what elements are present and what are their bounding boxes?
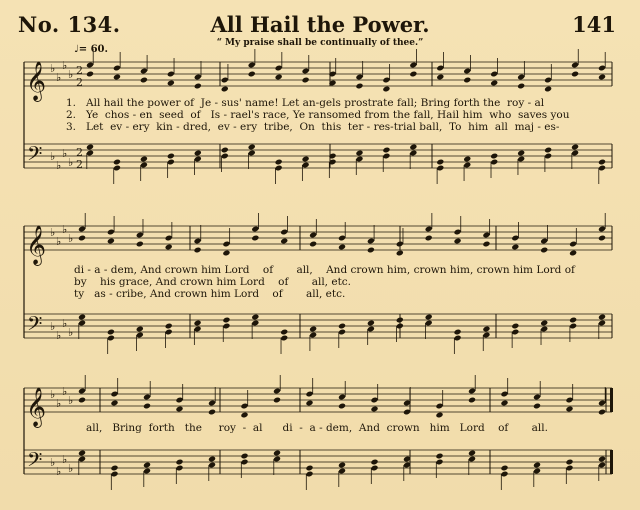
note-head	[208, 456, 216, 463]
note-head	[338, 244, 346, 251]
key-flat: ♭	[62, 453, 68, 466]
note-head	[221, 86, 229, 93]
key-flat: ♭	[68, 462, 74, 475]
treble-clef: 𝄞	[26, 387, 47, 427]
note-head	[86, 71, 94, 78]
key-flat: ♭	[62, 317, 68, 330]
bass-clef: 𝄢	[27, 312, 43, 340]
note-head	[490, 153, 498, 160]
note-head	[78, 235, 86, 242]
note-head	[382, 86, 390, 93]
note-head	[500, 465, 508, 472]
time-signature: 2	[76, 76, 83, 89]
note-head	[463, 156, 471, 163]
note-head	[533, 462, 541, 469]
note-head	[113, 159, 121, 166]
verse-2-number: 2.	[66, 109, 77, 121]
note-head	[275, 159, 283, 166]
note-head	[409, 71, 417, 78]
key-flat: ♭	[68, 68, 74, 81]
note-head	[367, 247, 375, 254]
note-head	[273, 450, 281, 457]
note-head	[222, 317, 230, 324]
note-head	[273, 397, 281, 404]
note-head	[136, 326, 144, 333]
note-head	[598, 456, 606, 463]
note-head	[305, 465, 313, 472]
note-head	[370, 406, 378, 413]
note-head	[569, 250, 577, 257]
verse-1-number: 1.	[66, 97, 77, 109]
page-number: 141	[572, 12, 616, 37]
note-head	[302, 156, 310, 163]
note-head	[482, 241, 490, 248]
note-head	[107, 329, 115, 336]
note-head	[565, 459, 573, 466]
note-head	[221, 147, 229, 154]
note-head	[370, 459, 378, 466]
note-head	[598, 74, 606, 81]
note-head	[194, 83, 202, 90]
key-flat: ♭	[56, 329, 62, 342]
verse-3-lyric-line-1: Let ev - ery kin - dred, ev - ery tribe, On this ter - res-trial ball, To him all maj - es-	[86, 121, 560, 133]
note-head	[338, 323, 346, 330]
note-head	[167, 153, 175, 160]
time-signature: 2	[76, 64, 83, 77]
key-flat: ♭	[50, 62, 56, 75]
note-head	[409, 144, 417, 151]
note-head	[248, 71, 256, 78]
note-head	[396, 250, 404, 257]
key-flat: ♭	[56, 159, 62, 172]
key-flat: ♭	[62, 147, 68, 160]
note-head	[86, 144, 94, 151]
note-head	[165, 323, 173, 330]
note-head	[396, 317, 404, 324]
note-head	[280, 329, 288, 336]
verse-1-lyric-line-2: di - a - dem, And crown him Lord of all, And crown him, crown him, crown him Lord of	[74, 264, 575, 276]
note-head	[463, 77, 471, 84]
hymn-number: No. 134.	[18, 12, 121, 37]
note-head	[113, 74, 121, 81]
time-signature: 2	[76, 146, 83, 159]
note-head	[598, 159, 606, 166]
note-head	[490, 80, 498, 87]
note-head	[436, 159, 444, 166]
note-head	[280, 238, 288, 245]
note-head	[511, 323, 519, 330]
note-head	[251, 314, 259, 321]
key-flat: ♭	[68, 156, 74, 169]
verse-3-number: 3.	[66, 121, 77, 133]
note-head	[140, 77, 148, 84]
note-head	[482, 326, 490, 333]
note-head	[355, 83, 363, 90]
note-head	[598, 235, 606, 242]
note-head	[78, 397, 86, 404]
final-barline	[610, 388, 613, 412]
note-head	[468, 450, 476, 457]
verse-1-lyric-line-1: All hail the power of Je - sus' name! Let an-gels prostrate fall; Bring forth the roy - al	[86, 97, 545, 109]
key-flat: ♭	[68, 232, 74, 245]
key-flat: ♭	[50, 226, 56, 239]
key-flat: ♭	[56, 71, 62, 84]
refrain-lyric-line: all, Bring forth the roy - al di - a - dem, And crown him Lord of all.	[86, 422, 548, 434]
note-head	[425, 314, 433, 321]
tempo-marking: ♩= 60.	[74, 44, 108, 55]
note-head	[78, 450, 86, 457]
note-head	[338, 462, 346, 469]
bass-clef: 𝄢	[27, 142, 43, 170]
note-head	[302, 77, 310, 84]
note-head	[571, 144, 579, 151]
note-head	[175, 406, 183, 413]
note-head	[355, 150, 363, 157]
note-head	[78, 314, 86, 321]
key-flat: ♭	[56, 235, 62, 248]
note-head	[240, 453, 248, 460]
key-flat: ♭	[62, 59, 68, 72]
key-flat: ♭	[50, 456, 56, 469]
treble-clef: 𝄞	[26, 61, 47, 101]
key-flat: ♭	[50, 150, 56, 163]
note-head	[222, 250, 230, 257]
final-barline	[610, 450, 613, 474]
key-flat: ♭	[62, 223, 68, 236]
note-head	[511, 244, 519, 251]
note-head	[208, 409, 216, 416]
note-head	[194, 247, 202, 254]
key-flat: ♭	[50, 388, 56, 401]
verse-2-lyric-line-2: by his grace, And crown him Lord of all, etc.	[74, 276, 352, 288]
note-head	[275, 74, 283, 81]
note-head	[338, 403, 346, 410]
key-flat: ♭	[56, 465, 62, 478]
note-head	[540, 320, 548, 327]
note-head	[571, 71, 579, 78]
note-head	[436, 74, 444, 81]
note-head	[425, 235, 433, 242]
hymn-title: All Hail the Power.	[210, 12, 430, 37]
key-flat: ♭	[50, 320, 56, 333]
note-head	[309, 326, 317, 333]
note-head	[305, 400, 313, 407]
note-head	[544, 86, 552, 93]
note-head	[309, 241, 317, 248]
note-head	[382, 147, 390, 154]
note-head	[140, 156, 148, 163]
note-head	[367, 320, 375, 327]
note-head	[248, 144, 256, 151]
note-head	[454, 238, 462, 245]
note-head	[517, 150, 525, 157]
note-head	[165, 244, 173, 251]
note-head	[107, 238, 115, 245]
key-flat: ♭	[62, 385, 68, 398]
note-head	[544, 147, 552, 154]
note-head	[517, 83, 525, 90]
note-head	[565, 406, 573, 413]
note-head	[143, 462, 151, 469]
key-flat: ♭	[68, 394, 74, 407]
note-head	[136, 241, 144, 248]
bass-clef: 𝄢	[27, 448, 43, 476]
note-head	[240, 412, 248, 419]
key-flat: ♭	[68, 326, 74, 339]
epigraph: “ My praise shall be continually of thee.”	[216, 38, 424, 48]
time-signature: 2	[76, 158, 83, 171]
note-head	[175, 459, 183, 466]
note-head	[167, 80, 175, 87]
note-head	[435, 412, 443, 419]
note-head	[500, 400, 508, 407]
note-head	[194, 150, 202, 157]
note-head	[110, 465, 118, 472]
note-head	[540, 247, 548, 254]
note-head	[435, 453, 443, 460]
verse-2-lyric-line-1: Ye chos - en seed of Is - rael's race, Ye ransomed from the fall, Hail him who saves you	[86, 109, 570, 121]
verse-3-lyric-line-2: ty as - cribe, And crown him Lord of all, etc.	[74, 288, 346, 300]
note-head	[468, 397, 476, 404]
key-flat: ♭	[56, 397, 62, 410]
note-head	[569, 317, 577, 324]
treble-clef: 𝄞	[26, 225, 47, 265]
note-head	[533, 403, 541, 410]
note-head	[598, 409, 606, 416]
note-head	[110, 400, 118, 407]
note-head	[454, 329, 462, 336]
note-head	[251, 235, 259, 242]
tempo-value: = 60.	[78, 44, 108, 55]
note-head	[598, 314, 606, 321]
note-head	[143, 403, 151, 410]
note-head	[194, 320, 202, 327]
